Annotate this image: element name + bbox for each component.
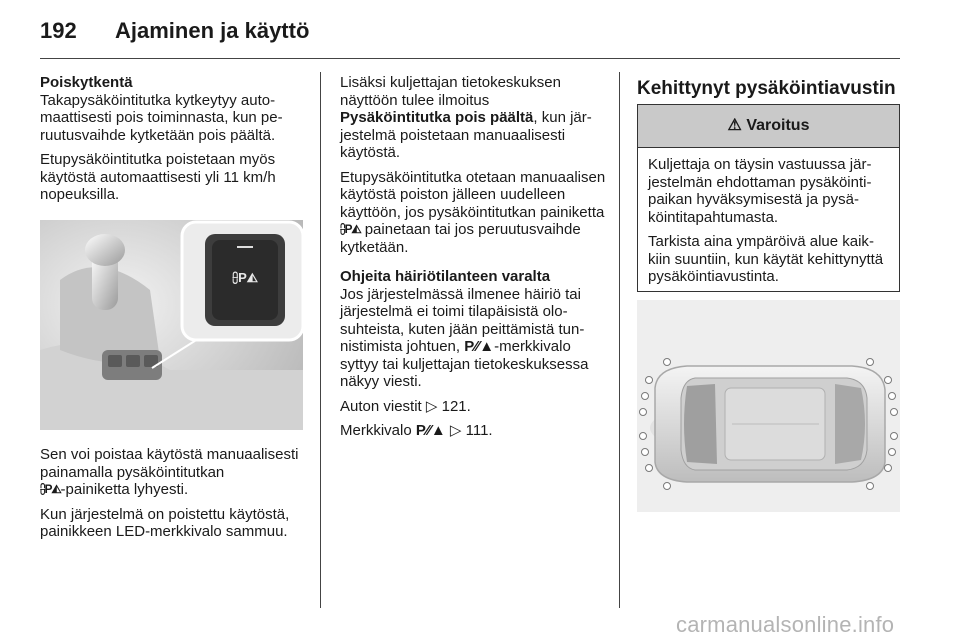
parking-button-icon: ⩉P◭ <box>232 270 258 285</box>
page-reference-arrow-icon: ▷ <box>425 397 438 415</box>
console-illustration <box>40 220 303 430</box>
paragraph-fault: Jos järjestelmässä ilmenee häiriö tai järjestelmä ei toimi tilapäisistä olosuhteista, kuten jään peittämistä tunnistimista johtuen, P⁄⁄▲-merkkivalo syttyy tai kuljettajan tietokeskuksessa näkyy viesti. <box>340 285 589 390</box>
parking-button-photo <box>40 220 303 430</box>
indicator-icon: P⁄⁄▲ <box>464 338 495 355</box>
column-2 <box>340 74 608 447</box>
header-rule <box>40 58 900 59</box>
reference-vehicle-messages: Auton viestit ▷ 121. <box>340 397 471 415</box>
section-heading-deactivation: Poiskytkentä <box>40 74 133 91</box>
page-title: Ajaminen ja käyttö <box>115 18 310 43</box>
car-top-view-icon <box>637 300 900 512</box>
column-1-lower <box>40 446 315 548</box>
paragraph-reactivation: Etupysäköintitutka otetaan manuaalisen käytöstä poiston jälleen uudelleen käyttöön, jos pysäköintitutkan painiketta ⩉P◭ painetaan tai jos peruutusvaihde kytketään. <box>340 168 606 256</box>
paragraph-rear-radar: Takapysäköintitutka kytkeytyy automaattisesti pois toiminnasta, kun peruutusvaihde kytketään pois päältä. <box>40 91 283 144</box>
car-sensor-illustration <box>637 300 900 512</box>
warning-body <box>638 148 899 286</box>
section-heading-advanced-park-assist: Kehittynyt pysäköintiavustin <box>637 78 896 99</box>
warning-box <box>637 104 900 292</box>
warning-paragraph-check-surroundings: Tarkista aina ympäröivä alue kaikkiin suuntiin, kun käytät kehittynyttä pysäköintiavustinta. <box>648 233 884 285</box>
warning-header <box>638 105 899 148</box>
page-reference-arrow-icon: ▷ <box>449 422 462 439</box>
warning-icon: ⚠ <box>727 117 742 134</box>
reference-indicator: Merkkivalo P⁄⁄▲ ▷ 111. <box>340 422 493 439</box>
parking-sensor-icon: ⩉P◭ <box>340 222 361 236</box>
warning-title: Varoitus <box>746 117 810 134</box>
column-1 <box>40 74 310 211</box>
paragraph-led-off: Kun järjestelmä on poistettu käytöstä, painikkeen LED-merkkivalo sammuu. <box>40 505 290 540</box>
parking-sensor-icon: ⩉P◭ <box>40 482 61 496</box>
column-divider-1 <box>320 72 321 608</box>
indicator-icon: P⁄⁄▲ <box>415 422 446 439</box>
page-number: 192 <box>40 18 77 43</box>
paragraph-front-radar: Etupysäköintitutka poistetaan myös käytöstä automaattisesti yli 11 km/h nopeuksilla. <box>40 151 276 203</box>
column-divider-2 <box>619 72 620 608</box>
paragraph-info-message: Lisäksi kuljettajan tietokeskuksen näyttöön tulee ilmoitus Pysäköintitutka pois päältä, kun järjestelmä poistetaan manuaalisesti käytöstä. <box>340 74 592 161</box>
section-heading-fault: Ohjeita häiriötilanteen varalta <box>340 268 551 285</box>
message-text: Pysäköintitutka pois päältä <box>340 109 534 126</box>
warning-paragraph-responsibility: Kuljettaja on täysin vastuussa järjestelmän ehdottaman pysäköintipaikan hyväksymisestä ja pysäköintitapahtumasta. <box>648 156 872 226</box>
paragraph-manual-deactivation: Sen voi poistaa käytöstä manuaalisesti painamalla pysäköintitutkan ⩉P◭-painiketta lyhyesti. <box>40 446 299 498</box>
footer-watermark: carmanualsonline.info <box>676 612 895 637</box>
